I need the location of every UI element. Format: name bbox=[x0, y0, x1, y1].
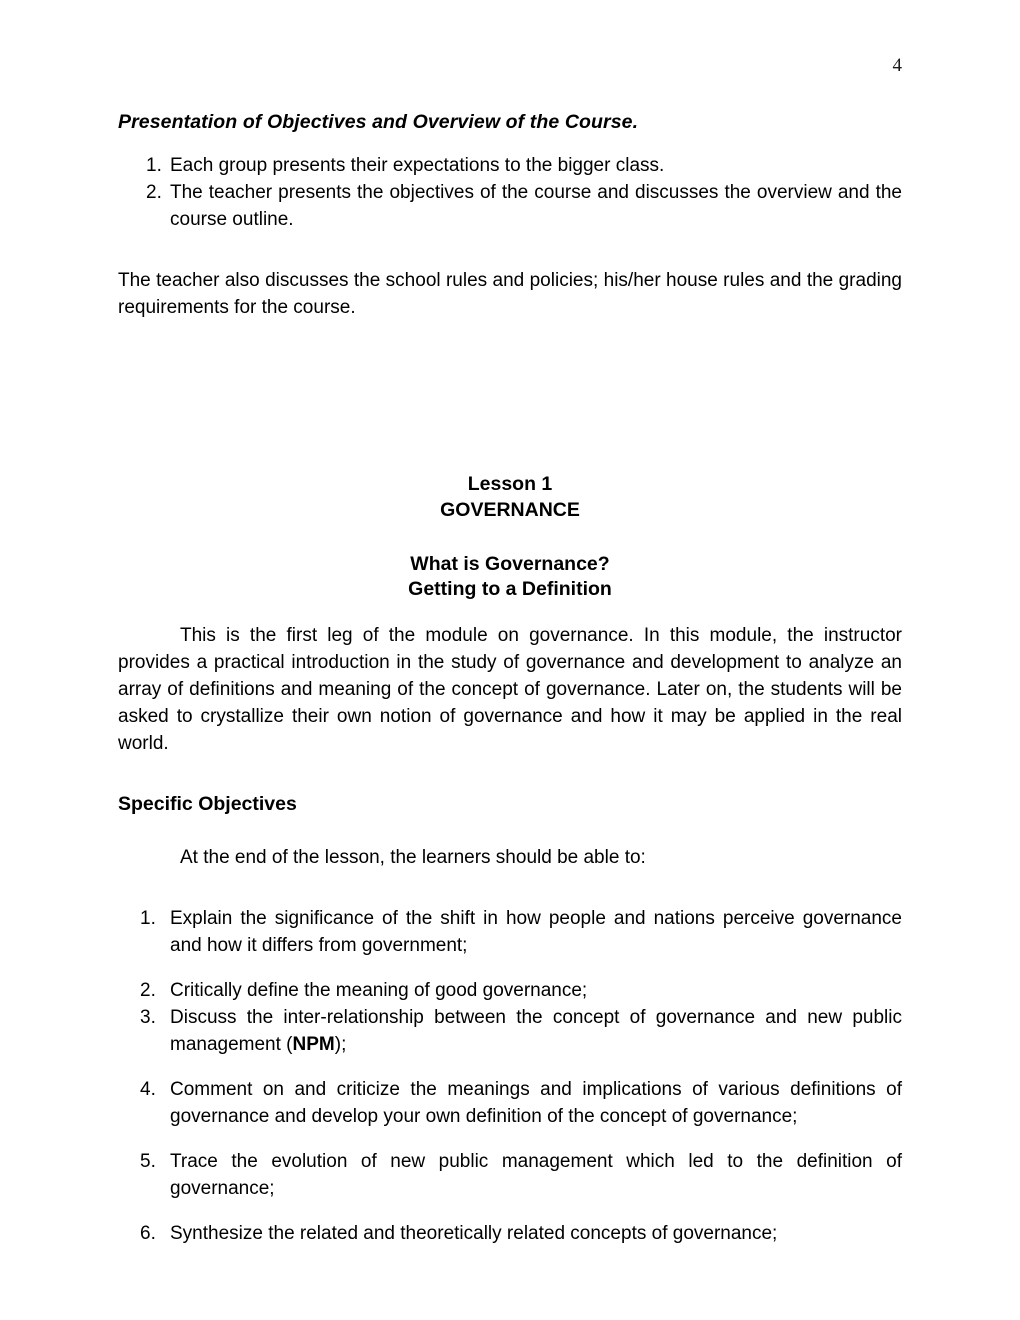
spacer bbox=[118, 1059, 902, 1077]
list-marker: 1. bbox=[140, 908, 156, 930]
section-heading-presentation: Presentation of Objectives and Overview of the Course. bbox=[118, 111, 639, 133]
spacer bbox=[118, 524, 902, 552]
spacer bbox=[118, 603, 902, 623]
page-content bbox=[118, 110, 902, 1248]
spacer bbox=[118, 1131, 902, 1149]
item3-after: ); bbox=[334, 1034, 347, 1056]
list-item bbox=[118, 153, 902, 180]
presentation-steps-list bbox=[118, 153, 902, 234]
spacer bbox=[118, 758, 902, 792]
list-item-text: Trace the evolution of new public management which led to the definition of governance; bbox=[170, 1151, 902, 1200]
spacer bbox=[118, 960, 902, 978]
heading-specific-objectives: Specific Objectives bbox=[118, 792, 297, 815]
list-item bbox=[118, 1221, 902, 1248]
list-item-text bbox=[170, 1007, 902, 1055]
list-item-text: Each group presents their expectations to the bigger class. bbox=[170, 155, 665, 177]
paragraph-teacher-rules: The teacher also discusses the school rules and policies; his/her house rules and the grading requirements for the course. bbox=[118, 270, 902, 319]
page-number: 4 bbox=[892, 55, 902, 76]
list-item bbox=[118, 1149, 902, 1203]
lesson-label: Lesson 1 bbox=[467, 473, 553, 496]
list-item bbox=[118, 1077, 902, 1131]
item3-before: Discuss the inter-relationship between the concept of governance and new public management ( bbox=[170, 1007, 902, 1056]
list-item bbox=[118, 1005, 902, 1059]
spacer bbox=[118, 817, 902, 845]
list-marker: 4. bbox=[140, 1079, 156, 1101]
list-marker: 1. bbox=[146, 155, 162, 177]
spacer bbox=[118, 872, 902, 906]
spacer bbox=[118, 234, 902, 268]
lesson-question: What is Governance? bbox=[410, 552, 610, 575]
lesson-subtitle: Getting to a Definition bbox=[408, 578, 612, 601]
npm-abbreviation: NPM bbox=[292, 1034, 335, 1056]
objectives-lead-in: At the end of the lesson, the learners should be able to: bbox=[180, 847, 646, 869]
list-item bbox=[118, 978, 902, 1005]
lesson-title-block bbox=[118, 472, 902, 523]
list-item-text: Synthesize the related and theoretically related concepts of governance; bbox=[170, 1223, 778, 1244]
lesson-title: GOVERNANCE bbox=[440, 498, 580, 521]
list-item-text: Comment on and criticize the meanings and implications of various definitions of governance and develop your own definition of the concept of governance; bbox=[170, 1079, 902, 1128]
list-marker: 6. bbox=[140, 1223, 156, 1244]
paragraph-lesson-intro: This is the first leg of the module on governance. In this module, the instructor provides a practical introduction in the study of governance and development to analyze an array of definitions and meaning of the concept of governance. Later on, the students will be asked to crystallize their own notion of governance and how it may be applied in the real world. bbox=[118, 625, 902, 754]
list-marker: 2. bbox=[140, 980, 156, 1002]
list-marker: 3. bbox=[140, 1007, 156, 1029]
list-marker: 2. bbox=[146, 182, 162, 204]
list-item-text: Explain the significance of the shift in how people and nations perceive governance and how it differs from government; bbox=[170, 908, 902, 957]
spacer bbox=[118, 1203, 902, 1221]
list-item bbox=[118, 180, 902, 234]
objectives-list bbox=[118, 906, 902, 1248]
list-item-text: Critically define the meaning of good governance; bbox=[170, 980, 588, 1002]
spacer bbox=[118, 322, 902, 472]
list-marker: 5. bbox=[140, 1151, 156, 1173]
list-item-text: The teacher presents the objectives of the course and discusses the overview and the course outline. bbox=[170, 182, 902, 231]
lesson-subtitle-block bbox=[118, 552, 902, 603]
list-item bbox=[118, 906, 902, 960]
